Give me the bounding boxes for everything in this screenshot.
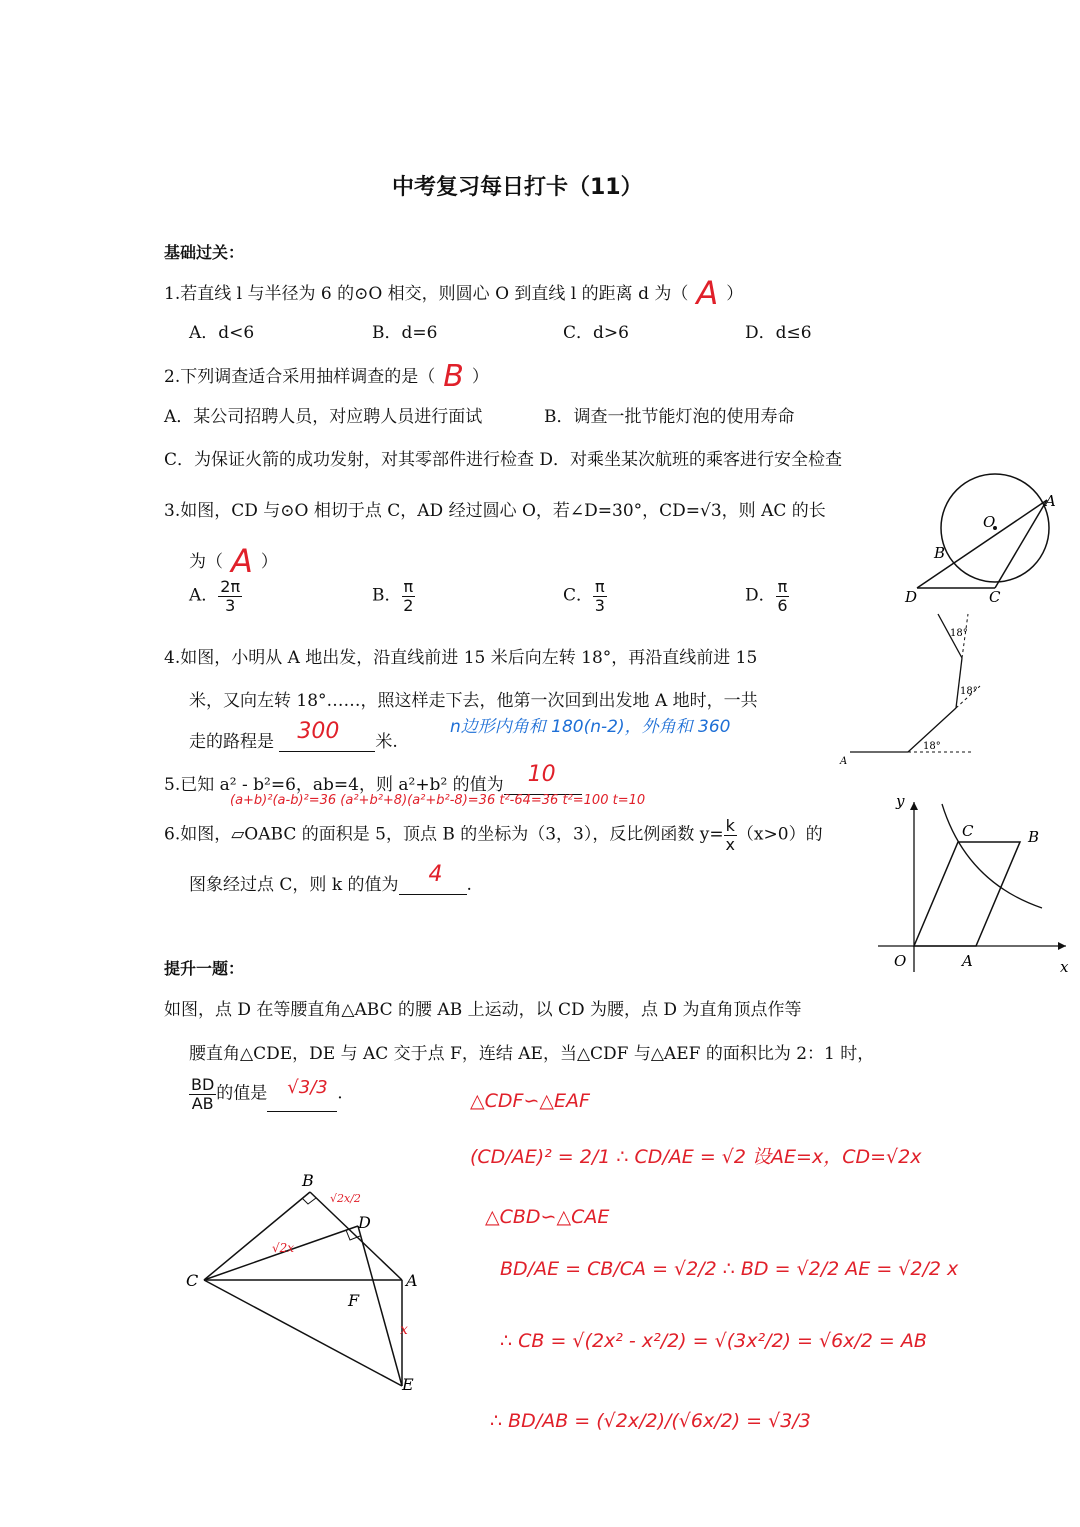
adv-work-line-6: ∴ BD/AB = (√2x/2)/(√6x/2) = √3/3 [490, 1410, 811, 1432]
q6-label-o: O [894, 952, 907, 970]
q3-label-b: B [934, 544, 946, 562]
q6-answer-blank [399, 862, 467, 895]
adv-label-c: C [186, 1271, 199, 1290]
adv-work-line-4: BD/AE = CB/CA = √2/2 ∴ BD = √2/2 AE = √2/2 x [500, 1258, 959, 1280]
q4-line3: 走的路程是 300 米. [189, 719, 398, 752]
adv-bd-ab-frac: $\frac{BD}{AB}$ [191, 1075, 215, 1113]
q1-answer: A [696, 274, 719, 312]
q3-circle-figure [895, 472, 1065, 607]
adv-answer-blank [267, 1077, 337, 1112]
adv-triangle-figure [180, 1160, 440, 1400]
adv-line1: 如图，点 D 在等腰直角△ABC 的腰 AB 上运动，以 CD 为腰，点 D 为直角顶点作等 [164, 1000, 802, 1020]
section-basic-heading: 基础过关： [164, 243, 245, 262]
q4-path-figure [838, 606, 988, 766]
q4-handwritten-note: n边形内角和 180(n-2)，外角和 360 [450, 717, 731, 737]
adv-label-a: A [406, 1271, 418, 1290]
q3-option-d: D． $\frac{\pi}{6}$ [745, 577, 788, 615]
adv-work-line-3: △CBD∽△CAE [485, 1206, 610, 1228]
q2-option-a: A．某公司招聘人员，对应聘人员进行面试 [164, 407, 483, 427]
q3-label-o: O [983, 513, 996, 531]
q4-answer: 300 [297, 719, 340, 744]
q3-label-d: D [905, 588, 918, 606]
q4-answer-blank [279, 719, 375, 752]
adv-work-line-2: (CD/AE)² = 2/1 ∴ CD/AE = √2 设AE=x，CD=√2x [470, 1146, 922, 1168]
q6-label-y: y [896, 792, 905, 810]
section-advanced-heading: 提升一题： [164, 959, 245, 978]
q5-answer: 10 [527, 762, 556, 787]
q6-label-b: B [1028, 828, 1040, 846]
q3-option-d-frac: $\frac{\pi}{6}$ [777, 577, 788, 615]
q4-line2: 米，又向左转 18°……，照这样走下去，他第一次回到出发地 A 地时，一共 [189, 691, 758, 711]
q3-label-a: A [1045, 492, 1056, 510]
q4-line1: 4.如图，小明从 A 地出发，沿直线前进 15 米后向左转 18°，再沿直线前进 15 [164, 648, 758, 668]
adv-label-b: B [302, 1171, 314, 1190]
adv-label-ae-length: x [400, 1322, 408, 1338]
q2-option-b: B．调查一批节能灯泡的使用寿命 [544, 407, 795, 427]
q1-option-d: D．d≤6 [745, 323, 812, 343]
q3-option-c: C． $\frac{\pi}{3}$ [563, 577, 605, 615]
adv-label-cd-length: √2x [272, 1241, 295, 1255]
adv-label-e: E [402, 1375, 414, 1394]
q6-coordinate-figure [870, 790, 1075, 980]
q2-stem: 2.下列调查适合采用抽样调查的是（ B ） [164, 359, 489, 394]
q2-answer: B [443, 359, 464, 394]
q6-answer: 4 [428, 862, 443, 887]
adv-line2: 腰直角△CDE，DE 与 AC 交于点 F，连结 AE，当△CDF 与△AEF 的面积比为 2：1 时， [189, 1044, 875, 1064]
adv-work-line-1: △CDF∽△EAF [470, 1090, 590, 1112]
q3-option-a-frac: $\frac{2\pi}{3}$ [220, 577, 241, 615]
adv-answer: √3/3 [287, 1077, 328, 1099]
q1-option-b: B．d=6 [372, 323, 438, 343]
q3-option-b-frac: $\frac{\pi}{2}$ [403, 577, 414, 615]
adv-work-line-5: ∴ CB = √(2x² - x²/2) = √(3x²/2) = √6x/2 = AB [500, 1330, 927, 1352]
adv-label-bd-length: √2x/2 [330, 1192, 361, 1205]
q1-stem: 1.若直线 l 与半径为 6 的⊙O 相交，则圆心 O 到直线 l 的距离 d 为（ A ） [164, 274, 744, 312]
q3-line2: 为（ A ） [189, 542, 278, 580]
q6-label-c: C [962, 822, 974, 840]
q3-stem: 3.如图，CD 与⊙O 相切于点 C，AD 经过圆心 O，若∠D=30°，CD=√3，则 AC 的长 [164, 501, 826, 521]
adv-line3: $\frac{BD}{AB}$ 的值是 √3/3 . [191, 1075, 343, 1113]
q3-option-a: A． $\frac{2\pi}{3}$ [189, 577, 241, 615]
q3-option-c-frac: $\frac{\pi}{3}$ [594, 577, 605, 615]
q5-stem: 5.已知 a² - b²=6，ab=4，则 a²+b² 的值为 10 [164, 770, 582, 795]
q5-handwritten-work: (a+b)²(a-b)²=36 (a²+b²+8)(a²+b²-8)=36 t²-64=36 t²=100 t=10 [230, 793, 646, 808]
page-title: 中考复习每日打卡（11） [392, 175, 643, 200]
adv-label-d: D [358, 1213, 371, 1232]
adv-label-f: F [348, 1291, 360, 1310]
q3-option-b: B． $\frac{\pi}{2}$ [372, 577, 414, 615]
q4-label-a: A [840, 756, 848, 766]
q6-label-a: A [962, 952, 973, 970]
q4-angle-label-1: 18° [923, 741, 941, 752]
q6-func-frac: $\frac{k}{x}$ [725, 816, 736, 854]
q4-angle-label-3: 18° [950, 628, 968, 639]
q1-option-c: C．d>6 [563, 323, 629, 343]
q3-answer: A [231, 542, 253, 580]
q6-line1: 6.如图，▱OABC 的面积是 5，顶点 B 的坐标为（3，3），反比例函数 y= $\frac{k}{x}$ （x>0）的 [164, 816, 823, 854]
q1-option-a: A．d<6 [189, 323, 255, 343]
q6-line2: 图象经过点 C，则 k 的值为 4 . [189, 862, 472, 895]
q6-label-x: x [1060, 958, 1069, 976]
q2-options-cd: C．为保证火箭的成功发射，对其零部件进行检查 D．对乘坐某次航班的乘客进行安全检查 [164, 450, 843, 470]
q4-angle-label-2: 18° [960, 686, 978, 697]
q3-label-c: C [989, 588, 1001, 606]
